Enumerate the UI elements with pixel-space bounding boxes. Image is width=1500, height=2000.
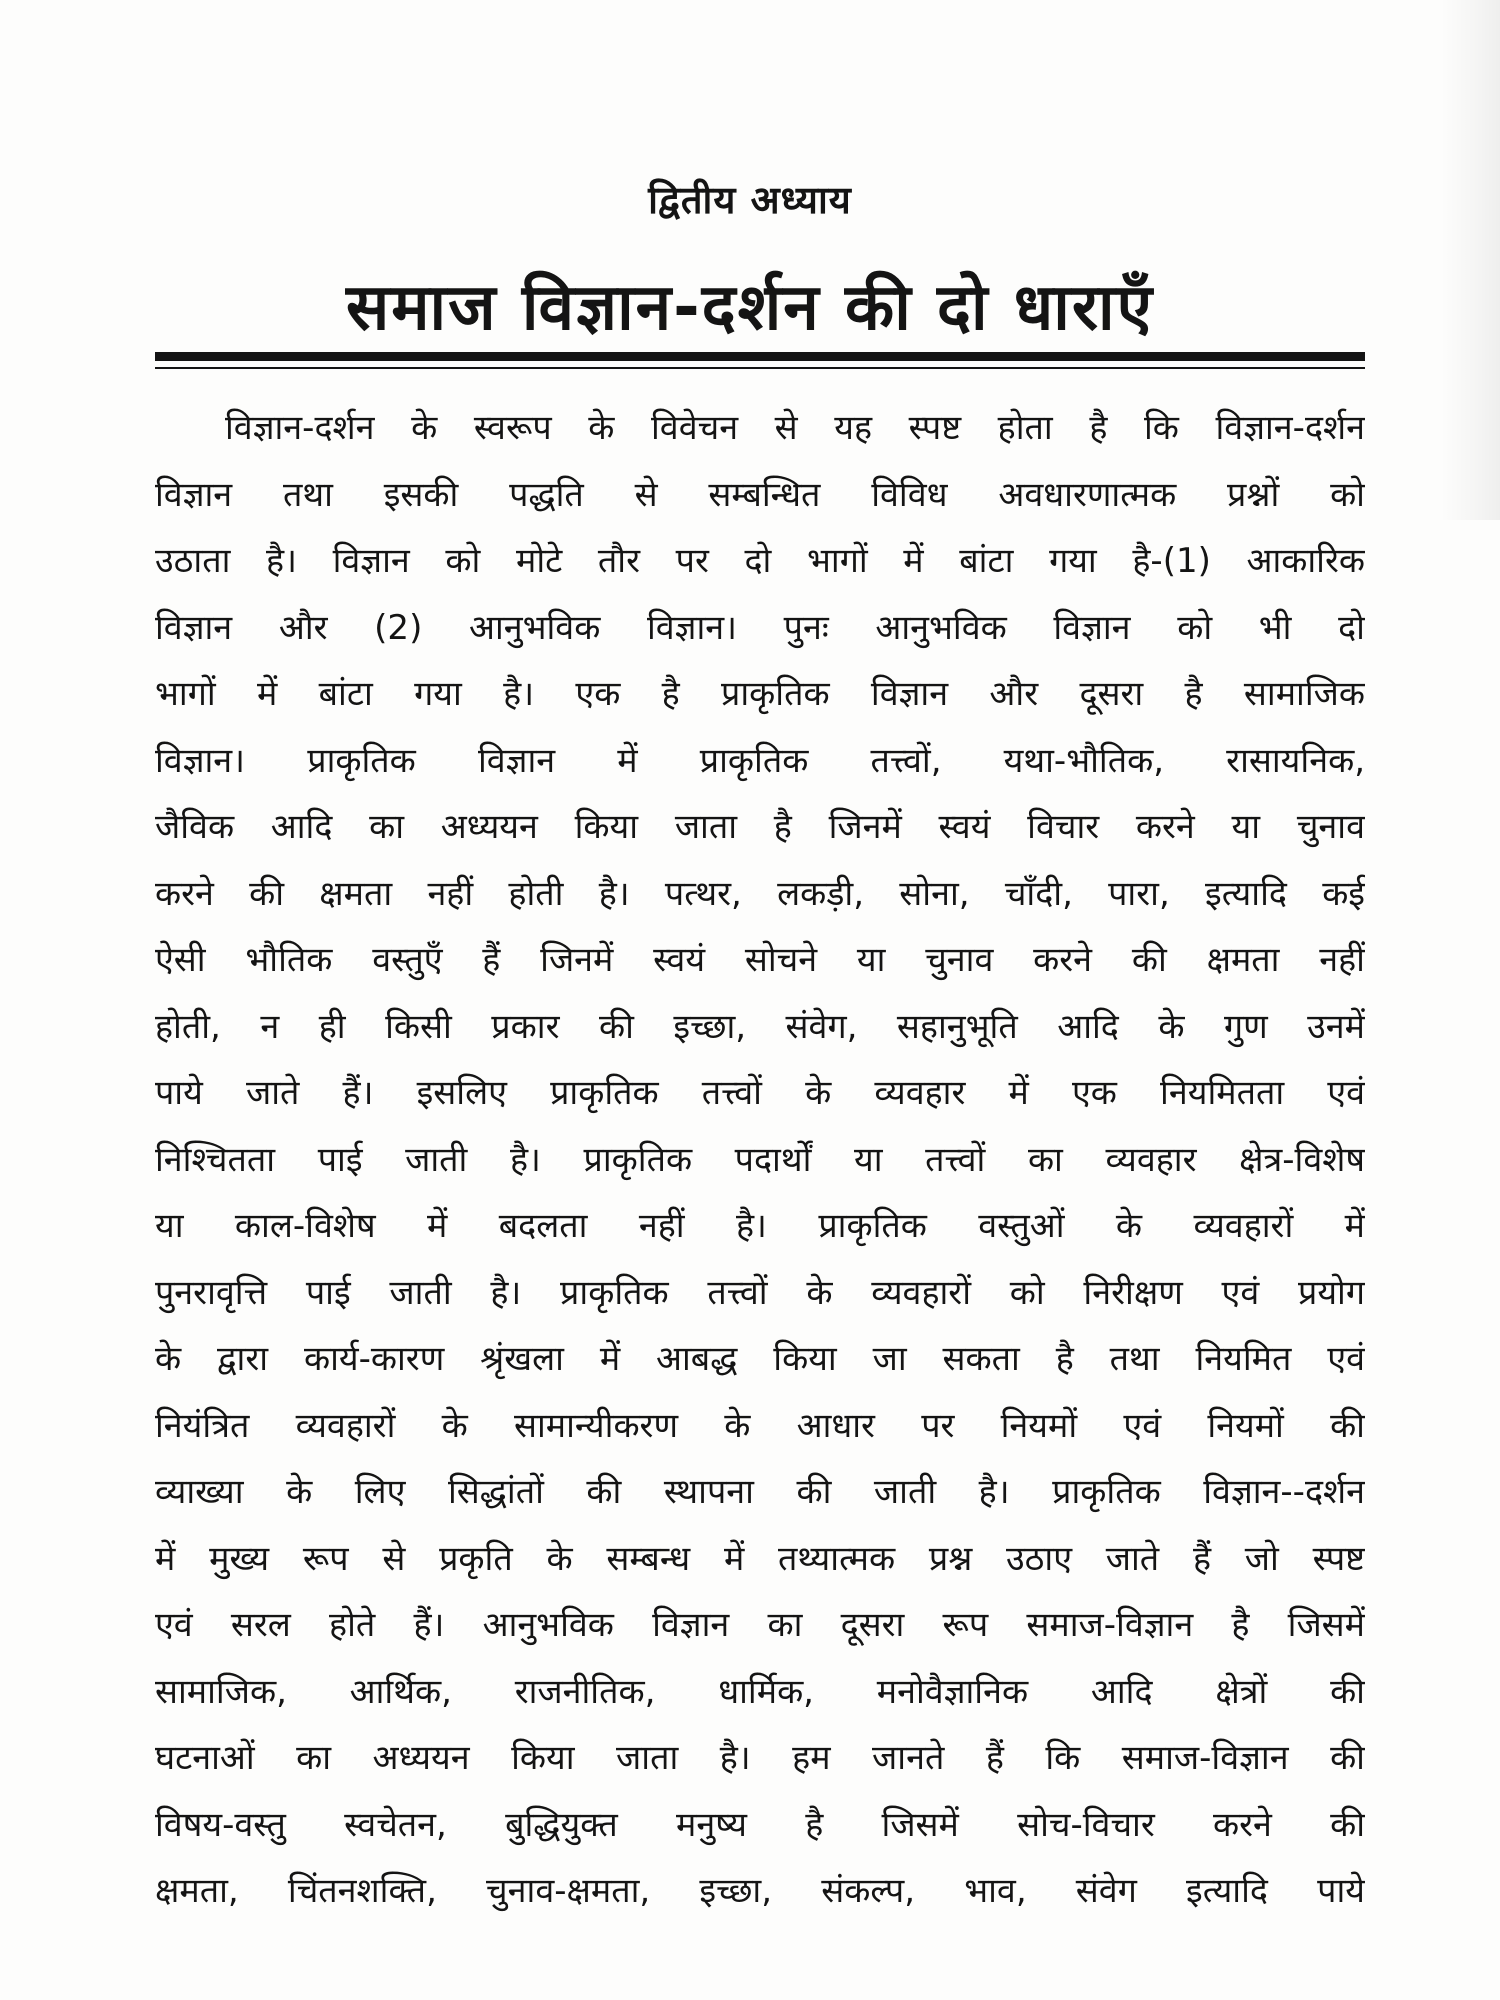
- chapter-label: द्वितीय अध्याय: [648, 178, 852, 222]
- text-line: पाये जाते हैं। इसलिए प्राकृतिक तत्त्वों के व्यवहार में एक नियमितता एवं: [155, 1073, 1365, 1113]
- text-line: या काल-विशेष में बदलता नहीं है। प्राकृतिक वस्तुओं के व्यवहारों में: [155, 1206, 1365, 1246]
- text-line: ऐसी भौतिक वस्तुएँ हैं जिनमें स्वयं सोचने या चुनाव करने की क्षमता नहीं: [155, 940, 1365, 980]
- title-rule-thick: [155, 352, 1365, 361]
- text-line: होती, न ही किसी प्रकार की इच्छा, संवेग, सहानुभूति आदि के गुण उनमें: [155, 1006, 1365, 1047]
- text-line: क्षमता, चिंतनशक्ति, चुनाव-क्षमता, इच्छा, संकल्प, भाव, संवेग इत्यादि पाये: [155, 1871, 1365, 1911]
- text-line: विज्ञान और (2) आनुभविक विज्ञान। पुनः आनुभविक विज्ञान को भी दो: [155, 607, 1365, 648]
- page-edge-shadow: [1440, 0, 1500, 520]
- body-paragraph: [155, 395, 1365, 1975]
- text-line: पुनरावृत्ति पाई जाती है। प्राकृतिक तत्त्वों के व्यवहारों को निरीक्षण एवं प्रयोग: [155, 1272, 1365, 1313]
- text-line: घटनाओं का अध्ययन किया जाता है। हम जानते हैं कि समाज-विज्ञान की: [155, 1738, 1365, 1778]
- text-line: करने की क्षमता नहीं होती है। पत्थर, लकड़ी, सोना, चाँदी, पारा, इत्यादि कई: [155, 873, 1365, 914]
- text-line: व्याख्या के लिए सिद्धांतों की स्थापना की जाती है। प्राकृतिक विज्ञान--दर्शन: [155, 1472, 1365, 1512]
- text-line: एवं सरल होते हैं। आनुभविक विज्ञान का दूसरा रूप समाज-विज्ञान है जिसमें: [155, 1605, 1365, 1645]
- text-line: भागों में बांटा गया है। एक है प्राकृतिक विज्ञान और दूसरा है सामाजिक: [155, 674, 1365, 714]
- text-line: विज्ञान-दर्शन के स्वरूप के विवेचन से यह स्पष्ट होता है कि विज्ञान-दर्शन: [225, 408, 1365, 448]
- text-line: में मुख्य रूप से प्रकृति के सम्बन्ध में तथ्यात्मक प्रश्न उठाए जाते हैं जो स्पष्ट: [155, 1538, 1365, 1579]
- text-line: नियंत्रित व्यवहारों के सामान्यीकरण के आधार पर नियमों एवं नियमों की: [155, 1405, 1365, 1446]
- title-rule-thin: [155, 367, 1365, 369]
- text-line: विज्ञान। प्राकृतिक विज्ञान में प्राकृतिक तत्त्वों, यथा-भौतिक, रासायनिक,: [155, 740, 1365, 781]
- text-line: उठाता है। विज्ञान को मोटे तौर पर दो भागों में बांटा गया है-(1) आकारिक: [155, 541, 1365, 581]
- text-line: निश्चितता पाई जाती है। प्राकृतिक पदार्थों या तत्त्वों का व्यवहार क्षेत्र-विशेष: [155, 1139, 1365, 1180]
- text-line: के द्वारा कार्य-कारण श्रृंखला में आबद्ध किया जा सकता है तथा नियमित एवं: [155, 1339, 1365, 1379]
- text-line: सामाजिक, आर्थिक, राजनीतिक, धार्मिक, मनोवैज्ञानिक आदि क्षेत्रों की: [155, 1671, 1365, 1712]
- text-line: विषय-वस्तु स्वचेतन, बुद्धियुक्त मनुष्य है जिसमें सोच-विचार करने की: [155, 1804, 1365, 1845]
- text-line: विज्ञान तथा इसकी पद्धति से सम्बन्धित विविध अवधारणात्मक प्रश्नों को: [155, 474, 1365, 515]
- text-line: जैविक आदि का अध्ययन किया जाता है जिनमें स्वयं विचार करने या चुनाव: [155, 807, 1365, 847]
- chapter-title: समाज विज्ञान-दर्शन की दो धाराएँ: [346, 271, 1154, 345]
